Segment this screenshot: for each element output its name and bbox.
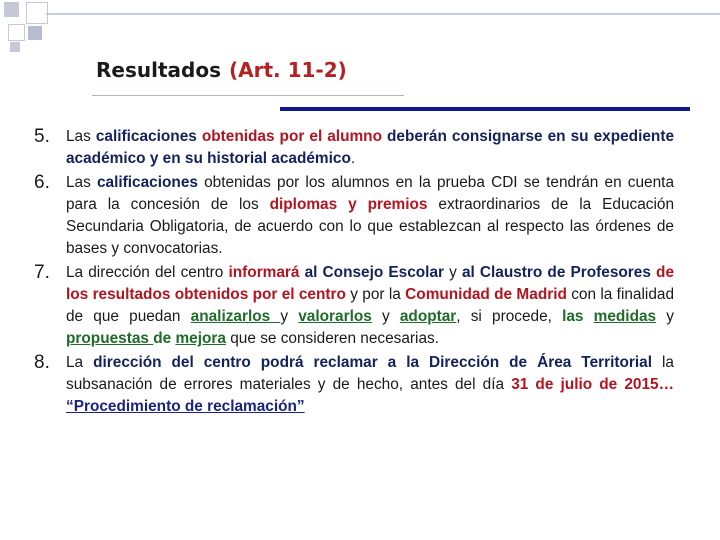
- body-text: Las: [66, 174, 97, 191]
- highlighted-text: obtenidas por el alumno: [201, 128, 382, 145]
- body-text: y: [444, 264, 462, 281]
- highlighted-text: al Claustro de Profesores: [461, 264, 651, 281]
- decor-square: [8, 24, 25, 41]
- page-title: [96, 58, 347, 82]
- highlighted-text: dirección del centro podrá reclamar a la Dirección de Área Territorial: [93, 354, 653, 371]
- body-text: y por la: [345, 286, 406, 303]
- highlighted-text: al Consejo Escolar: [304, 264, 444, 281]
- list-item: [34, 262, 674, 350]
- body-text: con la finalidad de que puedan: [66, 286, 675, 325]
- highlighted-text: de los resultados obtenidos por el centro: [66, 264, 675, 303]
- body-text: La dirección del centro: [66, 264, 229, 281]
- decor-square: [26, 2, 48, 24]
- highlighted-text: Comunidad de Madrid: [405, 286, 567, 303]
- title-underline: [92, 95, 404, 96]
- body-text: [583, 308, 593, 325]
- body-text: y: [371, 308, 400, 325]
- highlighted-text: 31 de julio de 2015…: [511, 376, 675, 393]
- title-reference: (Art. 11-2): [228, 58, 347, 82]
- body-text: y: [280, 308, 299, 325]
- list-item-number: 6.: [34, 172, 50, 193]
- body-text: La: [66, 354, 94, 371]
- highlighted-text: deberán consignarse en su expediente académico y en su historial académico: [66, 128, 675, 167]
- body-text: .: [350, 150, 356, 167]
- body-text: que se consideren necesarias.: [225, 330, 440, 347]
- list-item: [34, 126, 674, 170]
- accent-bar: [280, 107, 690, 111]
- highlighted-text: valorarlos: [298, 308, 372, 325]
- list-item-number: 5.: [34, 126, 50, 147]
- highlighted-text: calificaciones: [96, 174, 198, 191]
- title-main: Resultados: [96, 58, 221, 82]
- highlighted-text: calificaciones: [95, 128, 197, 145]
- numbered-list: [34, 126, 674, 418]
- decor-square: [10, 42, 20, 52]
- body-text: la subsanación de errores materiales y de hecho, antes del día: [66, 354, 674, 393]
- decor-square: [28, 26, 42, 40]
- list-item: [34, 172, 674, 260]
- list-item-number: 8.: [34, 352, 50, 373]
- highlighted-text: medidas: [593, 308, 657, 325]
- highlighted-text: analizarlos: [190, 308, 281, 325]
- body-text: y: [656, 308, 674, 325]
- decor-top-line: [46, 13, 720, 15]
- highlighted-text: informará: [228, 264, 300, 281]
- highlighted-text[interactable]: “Procedimiento de reclamación”: [66, 398, 305, 415]
- list-item-number: 7.: [34, 262, 50, 283]
- highlighted-text: diplomas y premios: [269, 196, 428, 213]
- body-text: Las: [66, 128, 96, 145]
- highlighted-text: de: [153, 330, 172, 347]
- highlighted-text: las: [562, 308, 584, 325]
- body-text: , si procede,: [456, 308, 563, 325]
- decor-square: [4, 2, 19, 17]
- body-text: extraordinarios de la Educación Secundaria Obligatoria, de acuerdo con lo que establezcan al respecto las órdenes de bases y convocatorias.: [66, 196, 675, 257]
- highlighted-text: mejora: [175, 330, 226, 347]
- highlighted-text: propuestas: [66, 330, 154, 347]
- highlighted-text: adoptar: [399, 308, 457, 325]
- body-text: obtenidas por los alumnos en la prueba CDI se tendrán en cuenta para la concesión de los: [66, 174, 674, 213]
- list-item: [34, 352, 674, 418]
